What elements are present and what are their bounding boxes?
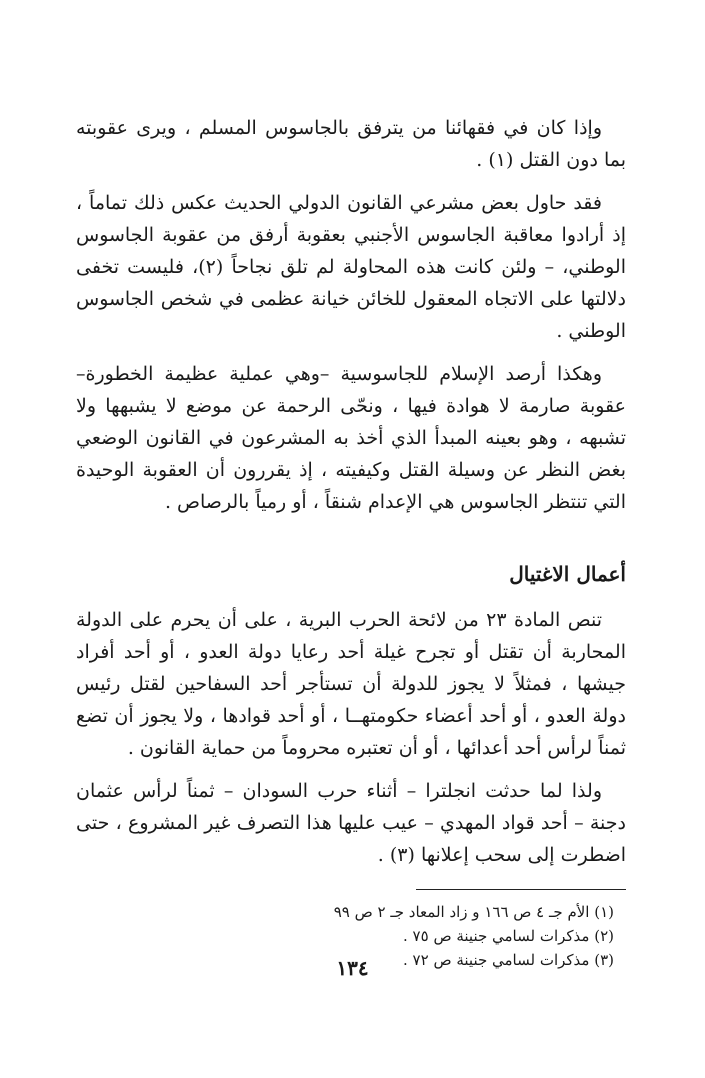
footnote-1: (١) الأم جـ ٤ ص ١٦٦ و زاد المعاد جـ ٢ ص ٩٩	[333, 903, 614, 921]
footnote-3: (٣) مذكرات لسامي جنينة ص ٧٢ .	[403, 951, 614, 969]
paragraph-section-1: تنص المادة ٢٣ من لائحة الحرب البرية ، على أن يحرم على الدولة المحاربة أن تقتل أو تجرح غيلة أحد رعايا دولة العدو ، أو أحد أفراد جيشها ، فمثلاً لا يجوز للدولة أن تستأجر أحد السفاحين لقتل رئيس دولة العدو ، أو أحد أعضاء حكومتهــا ، أو أحد قوادها ، ولا يجوز أن تضع ثمناً لرأس أحد أعدائها ، أو أن تعتبره محروماً من حماية القانون .	[76, 609, 626, 759]
footnote-divider	[416, 889, 626, 890]
section-heading: أعمال الاغتيال	[509, 562, 626, 586]
page-number: ١٣٤	[336, 956, 369, 980]
paragraph-intro-2: فقد حاول بعض مشرعي القانون الدولي الحديث عكس ذلك تماماً ، إذ أرادوا معاقبة الجاسوس الأجنبي بعقوبة أرفق من عقوبة الجاسوس الوطني، – ولئن كانت هذه المحاولة لم تلق نجاحاً (٢)، فليست تخفى دلالتها على الاتجاه المعقول للخائن خيانة عظمى في شخص الجاسوس الوطني .	[76, 192, 626, 342]
paragraph-intro-1: وإذا كان في فقهائنا من يترفق بالجاسوس المسلم ، ويرى عقوبته بما دون القتل (١) .	[76, 117, 626, 171]
page-body	[76, 112, 626, 972]
footnote-2: (٢) مذكرات لسامي جنينة ص ٧٥ .	[403, 927, 614, 945]
paragraph-section-2: ولذا لما حدثت انجلترا – أثناء حرب السودان – ثمناً لرأس عثمان دجنة – أحد قواد المهدي – عيب عليها هذا التصرف غير المشروع ، حتى اضطرت إلى سحب إعلانها (٣) .	[76, 780, 626, 866]
paragraph-intro-3: وهكذا أرصد الإسلام للجاسوسية –وهي عملية عظيمة الخطورة– عقوبة صارمة لا هوادة فيها ، ونحّى الرحمة عن موضع لا يشبهها ولا تشبهه ، وهو بعينه المبدأ الذي أخذ به المشرعون في القانون الوضعي بغض النظر عن وسيلة القتل وكيفيته ، إذ يقررون أن العقوبة الوحيدة التي تنتظر الجاسوس هي الإعدام شنقاً ، أو رمياً بالرصاص .	[76, 363, 626, 513]
